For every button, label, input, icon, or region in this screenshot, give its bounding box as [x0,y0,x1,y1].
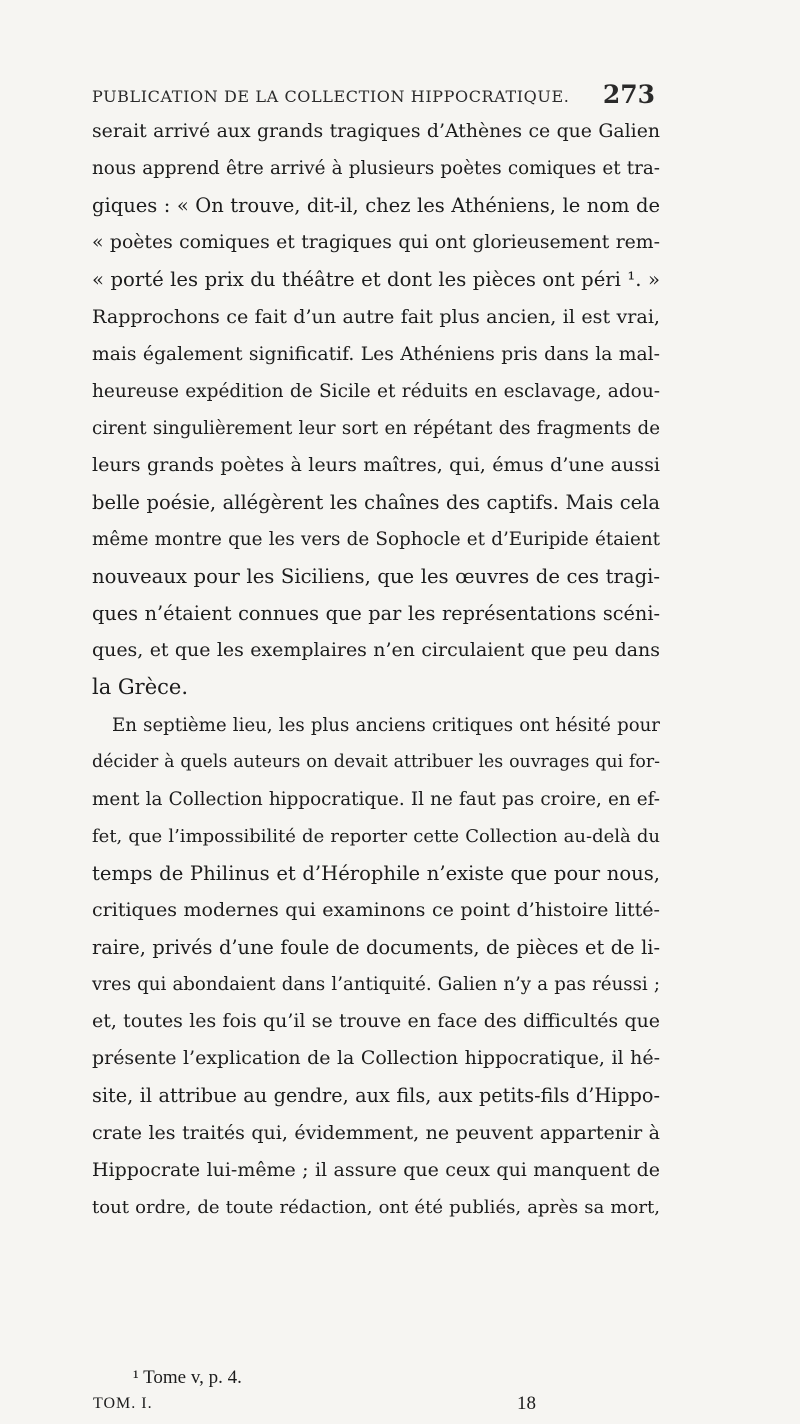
text-line: Hippocrate lui-même ; il assure que ceux qui manquent de [92,1158,660,1181]
text-line: belle poésie, allégèrent les chaînes des captifs. Mais cela [92,490,660,514]
text-line: nouveaux pour les Siciliens, que les œuvres de ces tragi- [92,565,660,589]
paragraph-end-line: la Grèce. [92,675,189,700]
text-line: Rapprochons ce fait d’un autre fait plus ancien, il est vrai, [92,305,660,329]
footnote: ¹ Tome v, p. 4. [133,1367,242,1388]
text-line: giques : « On trouve, dit-il, chez les Athéniens, le nom de [92,194,660,218]
page-number: 273 [602,80,655,109]
text-line: ques n’étaient connues que par les représentations scéni- [92,602,660,626]
body-text [92,113,660,1226]
signature-mark: TOM. I. [93,1395,153,1412]
text-line: cirent singulièrement leur sort en répétant des fragments de [92,417,660,439]
text-line: heureuse expédition de Sicile et réduits en esclavage, adou- [92,380,660,402]
text-line: leurs grands poètes à leurs maîtres, qui, émus d’une aussi [92,453,660,476]
text-line: présente l’explication de la Collection hippocratique, il hé- [92,1047,660,1070]
text-line: serait arrivé aux grands tragiques d’Athènes ce que Galien [92,121,660,142]
text-line: ment la Collection hippocratique. Il ne faut pas croire, en ef- [92,788,660,810]
text-line: vres qui abondaient dans l’antiquité. Galien n’y a pas réussi ; [92,974,660,996]
text-line: nous apprend être arrivé à plusieurs poètes comiques et tra- [92,158,660,180]
text-line: « porté les prix du théâtre et dont les pièces ont péri ¹. » [92,268,660,292]
text-line: « poètes comiques et tragiques qui ont glorieusement rem- [92,232,660,254]
text-line: tout ordre, de toute rédaction, ont été publiés, après sa mort, [92,1196,660,1218]
text-line: et, toutes les fois qu’il se trouve en face des difficultés que [92,1010,660,1033]
paragraph-first-line: En septième lieu, les plus anciens critiques ont hésité pour [112,714,660,736]
text-line: raire, privés d’une foule de documents, de pièces et de li- [92,936,660,960]
running-title: PUBLICATION DE LA COLLECTION HIPPOCRATIQUE. [92,87,570,106]
text-line: fet, que l’impossibilité de reporter cette Collection au-delà du [92,825,660,847]
text-line: critiques modernes qui examinons ce point d’histoire litté- [92,898,660,921]
text-line: ques, et que les exemplaires n’en circulaient que peu dans [92,639,660,662]
text-line: même montre que les vers de Sophocle et d’Euripide étaient [92,529,660,551]
text-line: crate les traités qui, évidemment, ne peuvent appartenir à [92,1121,660,1144]
text-line: temps de Philinus et d’Hérophile n’existe que pour nous, [92,861,660,885]
text-line: décider à quels auteurs on devait attribuer les ouvrages qui for- [92,751,660,772]
sheet-number: 18 [517,1393,536,1414]
page-header [92,80,655,110]
text-line: mais également significatif. Les Athéniens pris dans la mal- [92,343,660,365]
text-line: site, il attribue au gendre, aux fils, aux petits-fils d’Hippo- [92,1084,660,1108]
